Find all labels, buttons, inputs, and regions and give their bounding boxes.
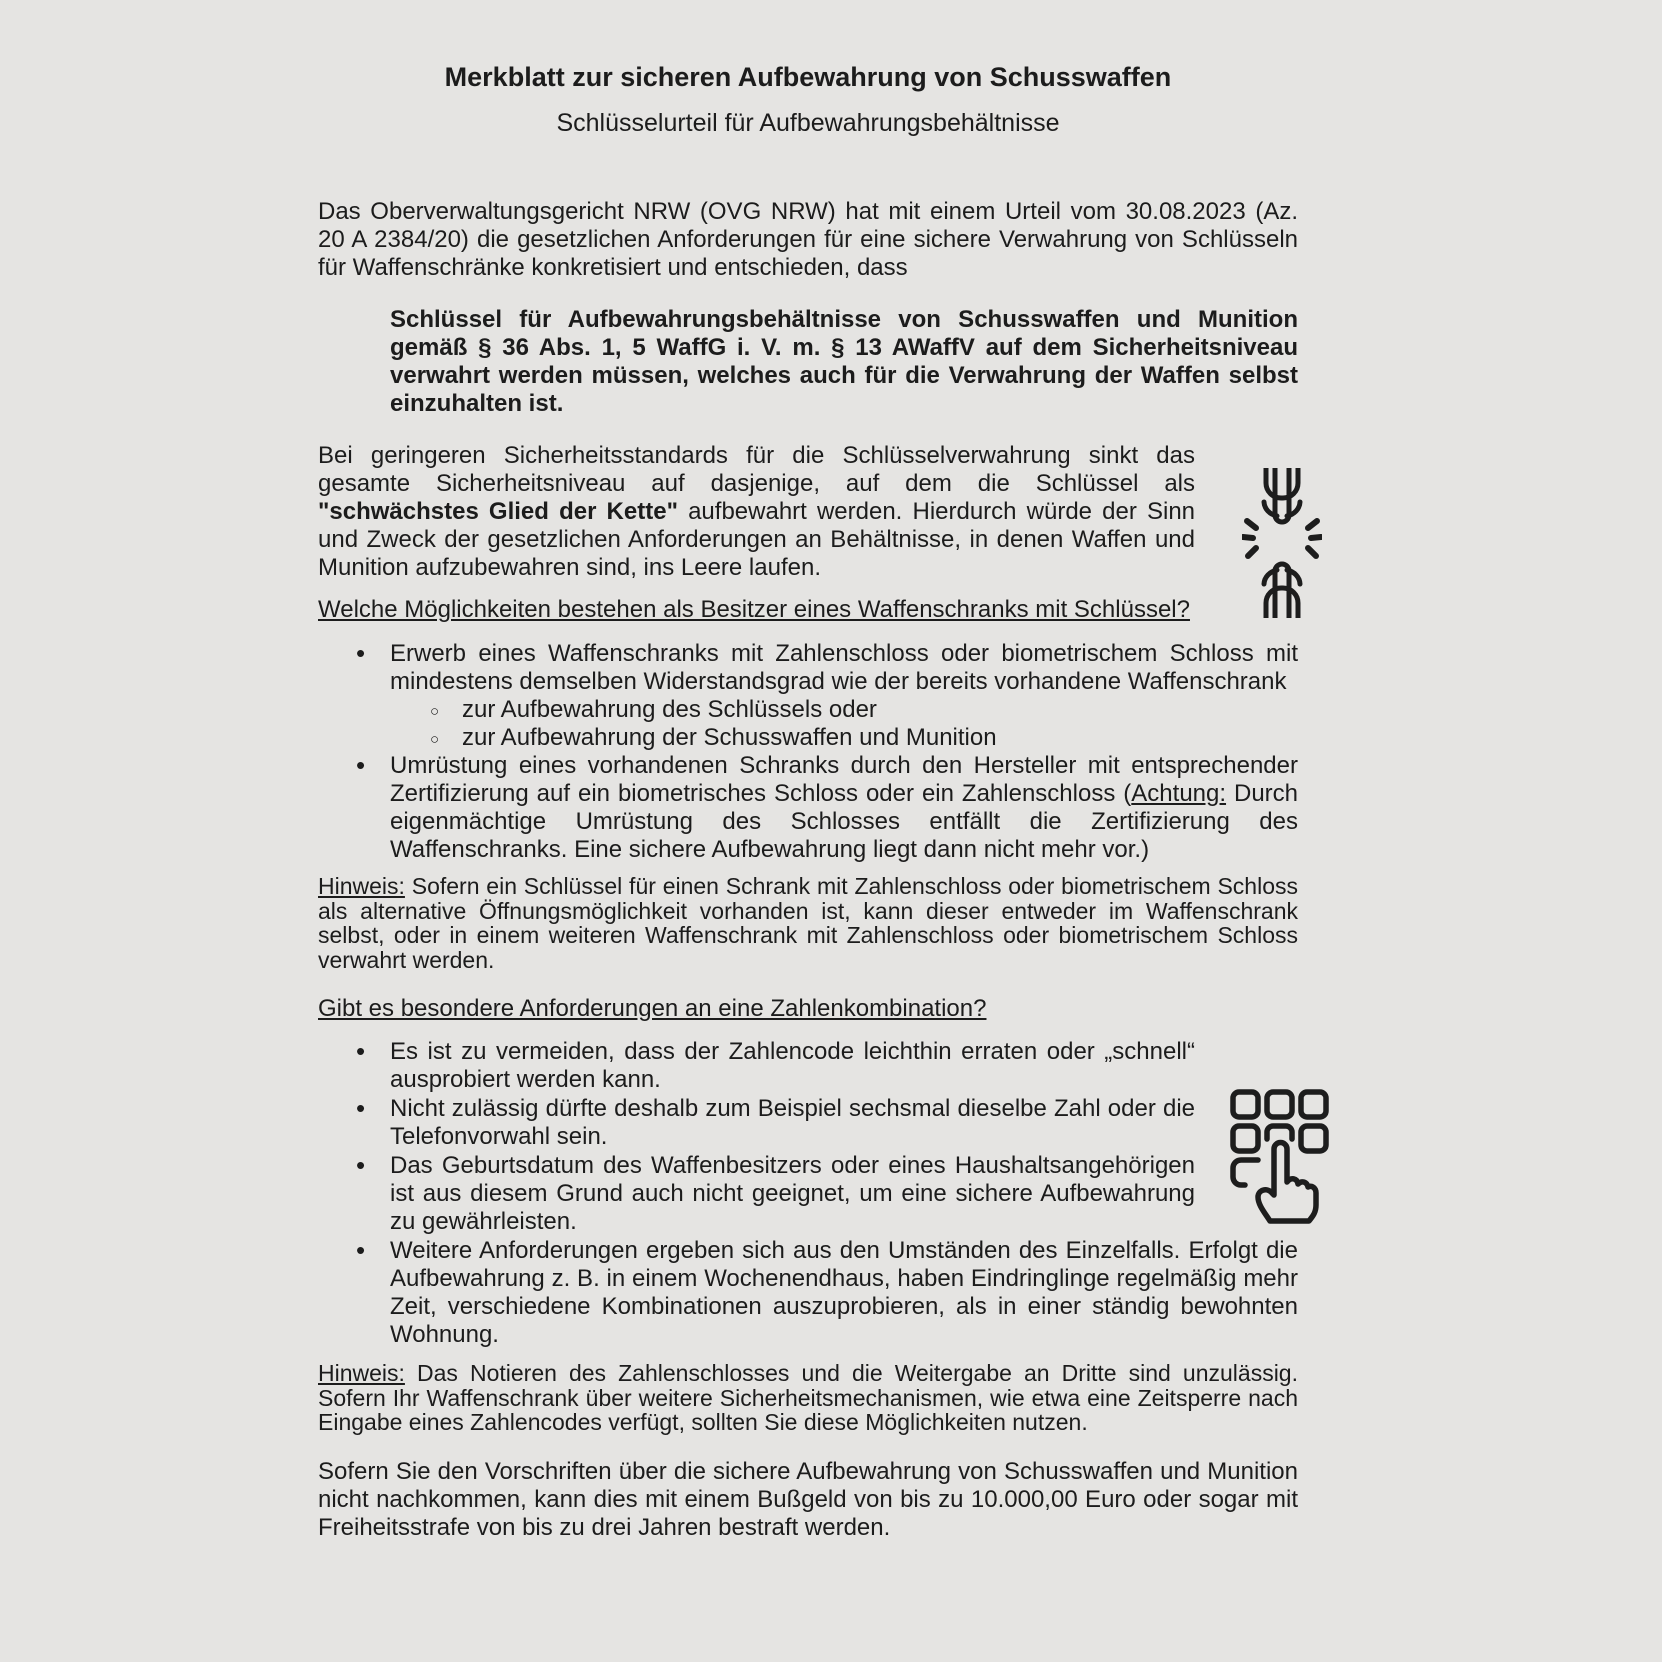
weakest-link-paragraph bbox=[318, 442, 1298, 582]
combination-bullet-list bbox=[318, 1038, 1298, 1349]
note-text: Sofern ein Schlüssel für einen Schrank mit Zahlenschloss oder biometrischem Schloss als alternative Öffnungsmöglichkeit vorhanden ist, kann dieser entweder im Waffenschrank selbst, oder in einem weiteren Waffenschrank mit Zahlenschloss oder biometrischem Schloss verwahrt werden. bbox=[318, 873, 1298, 973]
page-title: Merkblatt zur sicheren Aufbewahrung von Schusswaffen bbox=[444, 62, 1172, 92]
paragraph-text: Bei geringeren Sicherheitsstandards für die Schlüsselverwahrung sinkt das gesamte Sicherheitsniveau auf dasjenige, auf dem die Schlüssel als bbox=[318, 442, 1195, 497]
list-item: ○ zur Aufbewahrung der Schusswaffen und Munition bbox=[318, 724, 1298, 752]
list-item-text: Umrüstung eines vorhandenen Schranks durch den Hersteller mit entsprechender Zertifizierung auf ein biometrisches Schloss oder ein Zahlenschloss ( bbox=[390, 752, 1298, 807]
list-item-text: Durch eigenmächtige Umrüstung des Schlosses entfällt die Zertifizierung des Waffenschranks. Eine sichere Aufbewahrung liegt dann nicht mehr vor.) bbox=[390, 780, 1299, 863]
options-bullet-list bbox=[318, 640, 1298, 864]
list-item: ○ zur Aufbewahrung des Schlüssels oder bbox=[318, 696, 1298, 724]
section-heading-combination: Gibt es besondere Anforderungen an eine Zahlenkombination? bbox=[318, 995, 987, 1022]
list-item bbox=[318, 752, 1298, 864]
note-label: Hinweis: bbox=[318, 873, 405, 899]
intro-paragraph: Das Oberverwaltungsgericht NRW (OVG NRW) hat mit einem Urteil vom 30.08.2023 (Az. 20 A 2384/20) die gesetzlichen Anforderungen für eine sichere Verwahrung von Schlüsseln für Waffenschränke konkretisiert und entschieden, dass bbox=[318, 198, 1298, 281]
section-heading-options: Welche Möglichkeiten bestehen als Besitzer eines Waffenschranks mit Schlüssel? bbox=[318, 596, 1190, 623]
broken-chain-icon bbox=[1195, 442, 1298, 582]
court-verdict-paragraph: Schlüssel für Aufbewahrungsbehältnisse von Schusswaffen und Munition gemäß § 36 Abs. 1, 5 WaffG i. V. m. § 13 AWaffV auf dem Sicherheitsniveau verwahrt werden müssen, welches auch für die Verwahrung der Waffen selbst einzuhalten ist. bbox=[390, 306, 1298, 417]
list-item: • Das Geburtsdatum des Waffenbesitzers oder eines Haushaltsangehörigen ist aus diesem Grund auch nicht geeignet, um eine sichere Aufbewahrung zu gewährleisten. bbox=[318, 1152, 1298, 1236]
list-item: • Erwerb eines Waffenschranks mit Zahlenschloss oder biometrischem Schloss mit mindestens demselben Widerstandsgrad wie der bereits vorhandene Waffenschrank bbox=[318, 640, 1298, 696]
document-content bbox=[318, 0, 1298, 1566]
list-item: • Nicht zulässig dürfte deshalb zum Beispiel sechsmal dieselbe Zahl oder die Telefonvorwahl sein. bbox=[318, 1095, 1298, 1151]
note-label: Hinweis: bbox=[318, 1360, 405, 1386]
attention-label: Achtung: bbox=[1131, 780, 1227, 807]
page-subtitle: Schlüsselurteil für Aufbewahrungsbehältnisse bbox=[556, 109, 1060, 137]
paragraph-text: aufbewahrt werden. Hierdurch würde der Sinn und Zweck der gesetzlichen Anforderungen an Behältnisse, in denen Waffen und Munition aufzubewahren sind, ins Leere laufen. bbox=[318, 498, 1196, 581]
list-item: • Weitere Anforderungen ergeben sich aus den Umständen des Einzelfalls. Erfolgt die Aufbewahrung z. B. in einem Wochenendhaus, haben Eindringlinge regelmäßig mehr Zeit, verschiedene Kombinationen auszuprobieren, als in einer ständig bewohnten Wohnung. bbox=[318, 1237, 1298, 1349]
note-paragraph-2 bbox=[318, 1361, 1298, 1435]
penalty-paragraph: Sofern Sie den Vorschriften über die sichere Aufbewahrung von Schusswaffen und Munition nicht nachkommen, kann dies mit einem Bußgeld von bis zu 10.000,00 Euro oder sogar mit Freiheitsstrafe von bis zu drei Jahren bestraft werden. bbox=[318, 1457, 1298, 1541]
list-item: • Es ist zu vermeiden, dass der Zahlencode leichthin erraten oder „schnell“ ausprobiert werden kann. bbox=[318, 1038, 1298, 1094]
note-paragraph-1 bbox=[318, 874, 1298, 972]
note-text: Das Notieren des Zahlenschlosses und die Weitergabe an Dritte sind unzulässig. Sofern Ihr Waffenschrank über weitere Sicherheitsmechanismen, wie etwa eine Zeitsperre nach Eingabe eines Zahlencodes verfügt, sollten Sie diese Möglichkeiten nutzen. bbox=[318, 1360, 1298, 1435]
weakest-link-quote: "schwächstes Glied der Kette" bbox=[318, 498, 678, 525]
